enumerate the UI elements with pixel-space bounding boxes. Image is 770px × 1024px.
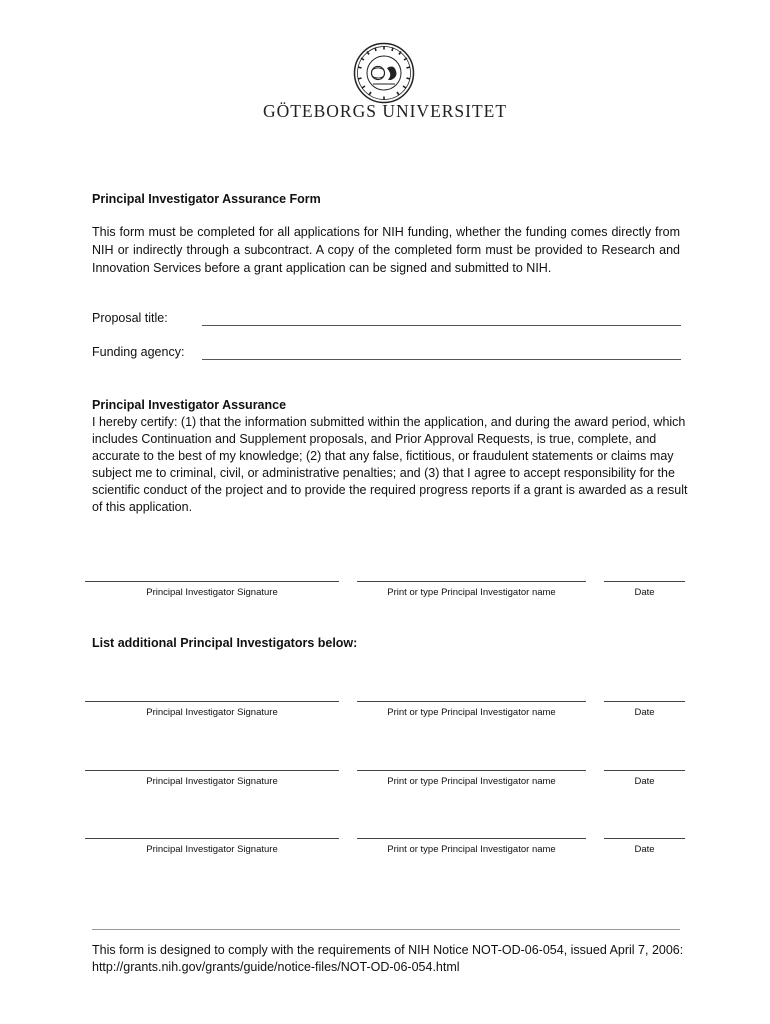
signature-caption: Principal Investigator Signature <box>146 844 278 855</box>
date-block[interactable] <box>604 701 685 718</box>
date-caption: Date <box>634 707 655 718</box>
signature-block[interactable] <box>85 581 339 598</box>
name-caption: Print or type Principal Investigator name <box>387 707 556 718</box>
name-block[interactable] <box>357 701 586 718</box>
name-block[interactable] <box>357 770 586 787</box>
university-seal-icon <box>353 42 415 104</box>
date-block[interactable] <box>604 581 685 598</box>
signature-line[interactable] <box>85 701 339 702</box>
name-line[interactable] <box>357 701 586 702</box>
form-title: Principal Investigator Assurance Form <box>92 192 321 206</box>
signature-row-additional <box>85 770 685 800</box>
date-caption: Date <box>634 587 655 598</box>
date-line[interactable] <box>604 581 685 582</box>
signature-block[interactable] <box>85 770 339 787</box>
name-line[interactable] <box>357 581 586 582</box>
name-line[interactable] <box>357 838 586 839</box>
footer-note: This form is designed to comply with the requirements of NIH Notice NOT-OD-06-054, issued April 7, 2006: http://grants.nih.gov/grants/guide/notice-files/NOT-OD-06-054.html <box>92 943 684 974</box>
proposal-title-field[interactable] <box>202 325 681 326</box>
intro-paragraph: This form must be completed for all applications for NIH funding, whether the funding comes directly from NIH or indirectly through a subcontract. A copy of the completed form must be provided to Research and Innovation Services before a grant application can be signed and submitted to NIH. <box>92 225 680 275</box>
name-caption: Print or type Principal Investigator name <box>387 844 556 855</box>
signature-block[interactable] <box>85 838 339 855</box>
signature-caption: Principal Investigator Signature <box>146 776 278 787</box>
date-line[interactable] <box>604 701 685 702</box>
signature-row-additional <box>85 838 685 868</box>
signature-row-primary <box>85 581 685 611</box>
additional-investigators-heading: List additional Principal Investigators below: <box>92 636 358 650</box>
name-caption: Print or type Principal Investigator name <box>387 776 556 787</box>
date-block[interactable] <box>604 770 685 787</box>
date-caption: Date <box>634 844 655 855</box>
date-caption: Date <box>634 776 655 787</box>
name-line[interactable] <box>357 770 586 771</box>
signature-line[interactable] <box>85 838 339 839</box>
signature-block[interactable] <box>85 701 339 718</box>
assurance-heading: Principal Investigator Assurance <box>92 398 287 412</box>
signature-caption: Principal Investigator Signature <box>146 707 278 718</box>
name-caption: Print or type Principal Investigator name <box>387 587 556 598</box>
signature-caption: Principal Investigator Signature <box>146 587 278 598</box>
proposal-title-label: Proposal title: <box>92 311 168 325</box>
name-block[interactable] <box>357 838 586 855</box>
funding-agency-label: Funding agency: <box>92 345 185 359</box>
footer-divider <box>92 929 680 930</box>
date-line[interactable] <box>604 838 685 839</box>
signature-line[interactable] <box>85 581 339 582</box>
university-name: GÖTEBORGS UNIVERSITET <box>262 101 508 121</box>
date-line[interactable] <box>604 770 685 771</box>
date-block[interactable] <box>604 838 685 855</box>
funding-agency-field[interactable] <box>202 359 681 360</box>
signature-row-additional <box>85 701 685 731</box>
assurance-text: I hereby certify: (1) that the information submitted within the application, and during the award period, which includes Continuation and Supplement proposals, and Prior Approval Requests, is true, complete, and accurate to the best of my knowledge; (2) that any false, fictitious, or fraudulent statements or claims may subject me to criminal, civil, or administrative penalties; and (3) that I agree to accept responsibility for the scientific conduct of the project and to provide the required progress reports if a grant is awarded as a result of this application. <box>92 415 688 514</box>
name-block[interactable] <box>357 581 586 598</box>
signature-line[interactable] <box>85 770 339 771</box>
